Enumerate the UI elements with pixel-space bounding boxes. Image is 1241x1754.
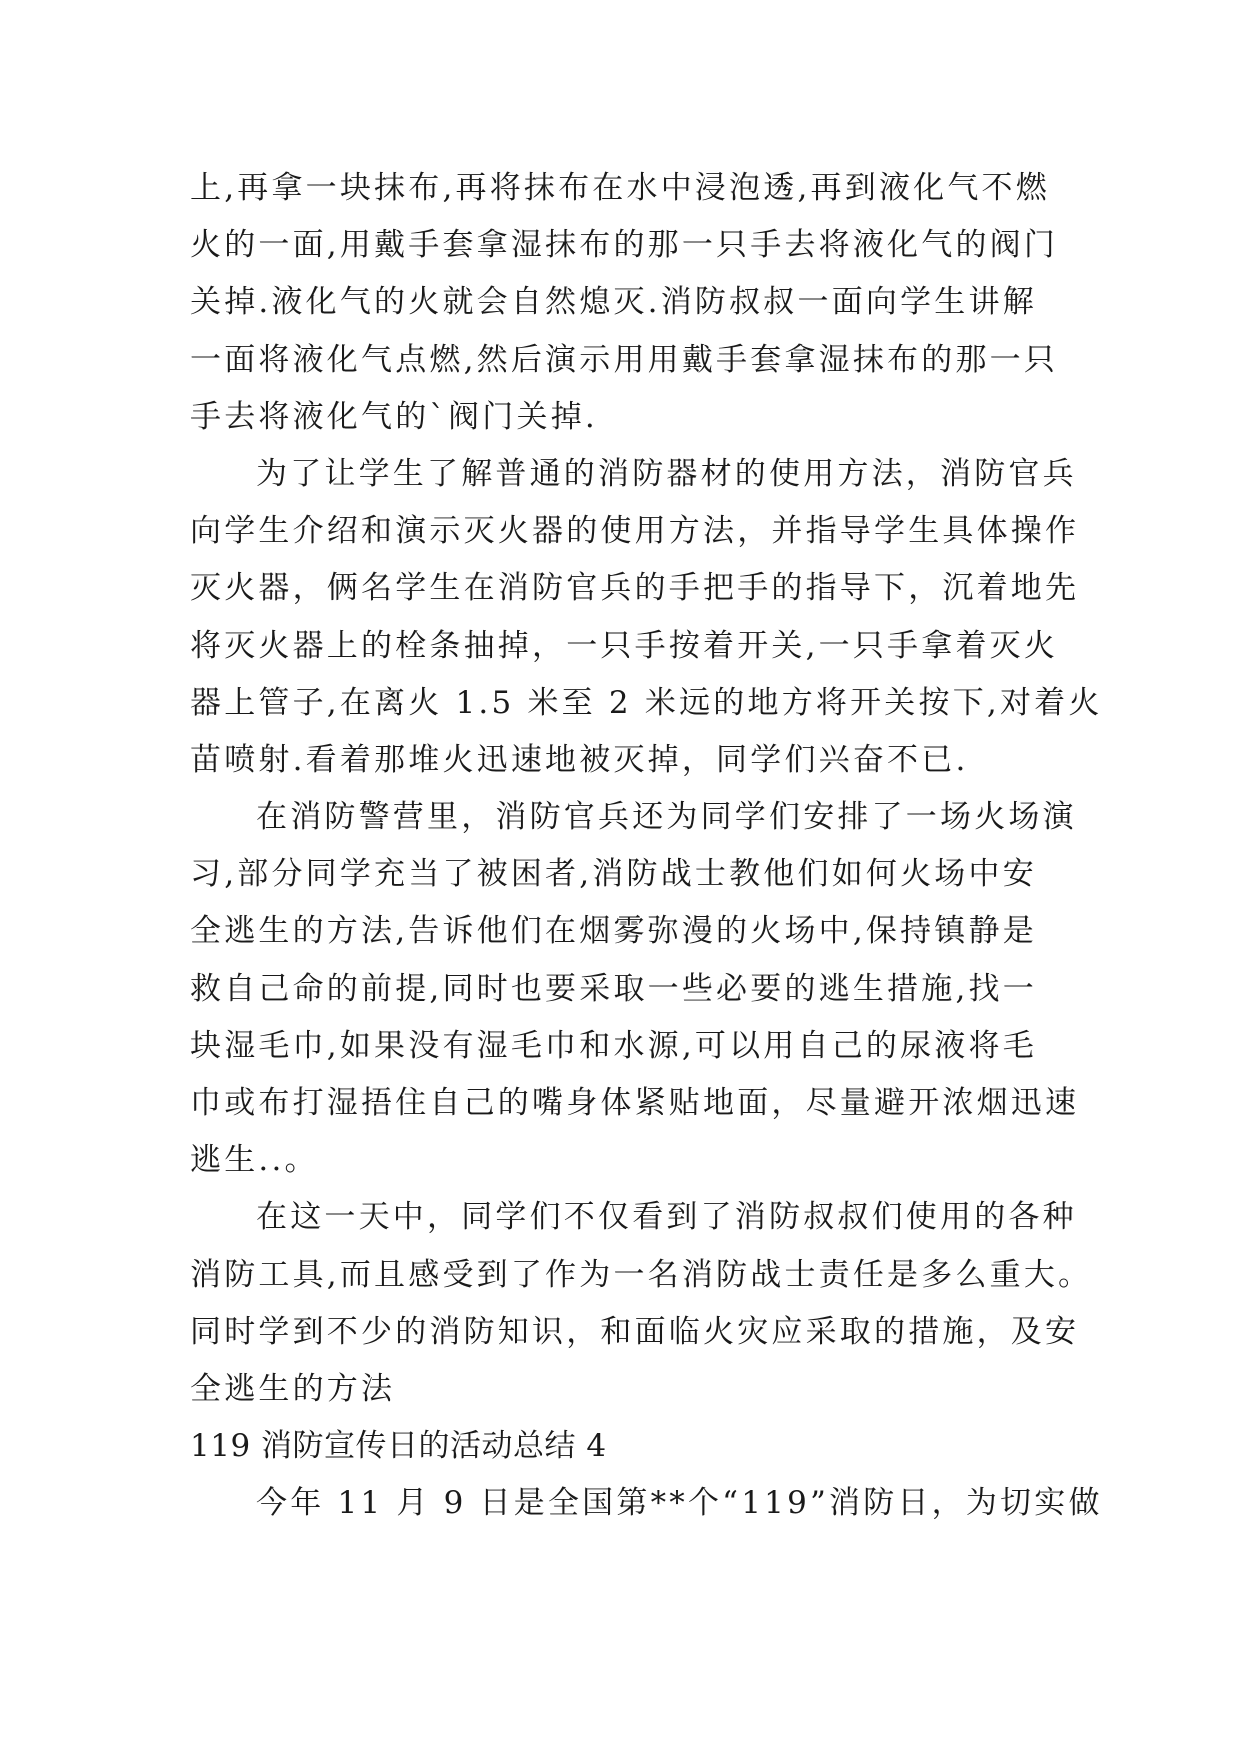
paragraph-1 [190, 160, 1059, 446]
text-line: 全逃生的方法 [190, 1370, 396, 1407]
text-line: 巾或布打湿捂住自己的嘴身体紧贴地面，尽量避开浓烟迅速 [190, 1085, 1080, 1121]
text-line: 同时学到不少的消防知识，和面临火灾应采取的措施，及安 [190, 1313, 1080, 1350]
text-line: 救自己命的前提,同时也要采取一些必要的逃生措施,找一 [190, 970, 1037, 1007]
text-line: 在消防警营里，消防官兵还为同学们安排了一场火场演 [256, 799, 1077, 836]
paragraph-5 [190, 1475, 1103, 1532]
paragraph-4 [190, 1189, 1093, 1418]
text-line: 块湿毛巾,如果没有湿毛巾和水源,可以用自己的尿液将毛 [190, 1027, 1037, 1064]
text-line: 全逃生的方法,告诉他们在烟雾弥漫的火场中,保持镇静是 [190, 913, 1037, 950]
text-line: 上,再拿一块抹布,再将抹布在水中浸泡透,再到液化气不燃 [190, 170, 1050, 206]
text-line: 习,部分同学充当了被困者,消防战士教他们如何火场中安 [190, 856, 1037, 893]
text-line: 逃生..。 [190, 1142, 319, 1179]
text-line: 在这一天中，同学们不仅看到了消防叔叔们使用的各种 [256, 1199, 1077, 1236]
document-page [190, 160, 1103, 1533]
text-line: 为了让学生了解普通的消防器材的使用方法，消防官兵 [256, 455, 1077, 492]
paragraph-2 [190, 446, 1103, 789]
text-line: 关掉.液化气的火就会自然熄灭.消防叔叔一面向学生讲解 [190, 284, 1037, 321]
text-line: 火的一面,用戴手套拿湿抹布的那一只手去将液化气的阀门 [190, 227, 1059, 264]
text-line: 消防工具,而且感受到了作为一名消防战士责任是多么重大。 [190, 1256, 1093, 1293]
paragraph-3 [190, 789, 1080, 1189]
text-line: 苗喷射.看着那堆火迅速地被灭掉，同学们兴奋不已. [190, 741, 969, 778]
section-heading: 119 消防宣传日的活动总结 4 [190, 1428, 607, 1465]
text-line: 手去将液化气的`阀门关掉. [190, 398, 598, 435]
text-line: 将灭火器上的栓条抽掉，一只手按着开关,一只手拿着灭火 [190, 627, 1059, 664]
text-line: 向学生介绍和演示灭火器的使用方法，并指导学生具体操作 [190, 513, 1080, 550]
text-line: 一面将液化气点燃,然后演示用用戴手套拿湿抹布的那一只 [190, 341, 1059, 378]
text-line: 器上管子,在离火 1.5 米至 2 米远的地方将开关按下,对着火 [190, 684, 1103, 721]
text-line: 灭火器，俩名学生在消防官兵的手把手的指导下，沉着地先 [190, 570, 1080, 607]
text-line: 今年 11 月 9 日是全国第**个“119”消防日，为切实做 [256, 1485, 1103, 1522]
